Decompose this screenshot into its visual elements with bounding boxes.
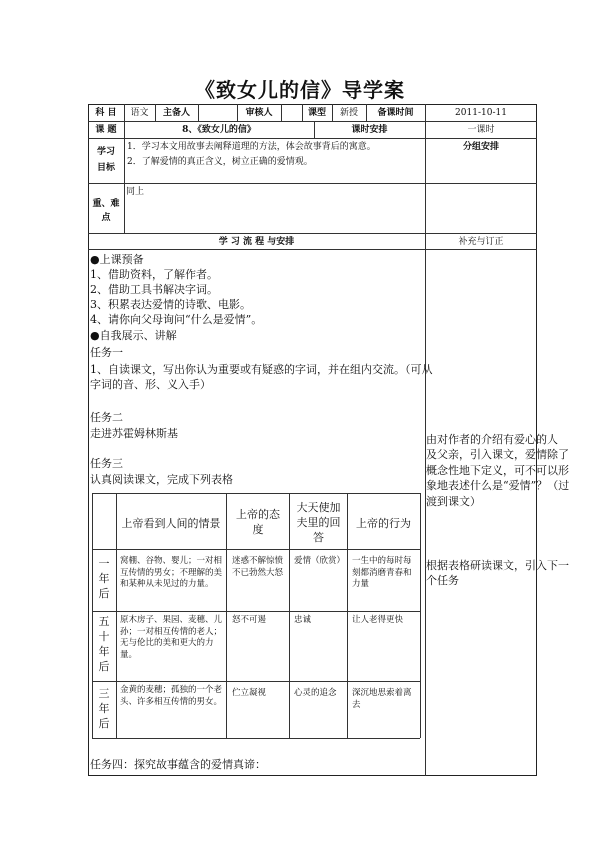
answer-cell: 忠诚 <box>294 615 312 625</box>
prep-time-value: 2011-10-11 <box>455 108 507 118</box>
document-title: 《致女儿的信》导学案 <box>195 78 405 102</box>
side-note-line: 由对作者的介绍有爱心的人 <box>426 433 558 446</box>
scene-cell: 金黄的麦穗；孤独的一个老头、许多相互传情的男女。 <box>120 685 223 707</box>
task3-title: 任务三 <box>90 457 123 470</box>
keypoints-label: 点 <box>101 213 111 223</box>
period-char: 后 <box>98 587 110 600</box>
action-cell: 一生中的每时每刻都消磨青春和力量 <box>352 556 412 589</box>
scene-cell: 窝棚、谷物、婴儿；一对相互传情的男女；不理解的美和某种从未见过的力量。 <box>120 556 223 589</box>
rule <box>88 233 537 234</box>
period-char: 年 <box>98 702 110 715</box>
rule <box>88 249 537 250</box>
rule <box>88 121 537 122</box>
topic-label: 课 题 <box>95 125 117 135</box>
side-note-line: 个任务 <box>426 574 459 587</box>
inner-rule <box>420 493 421 738</box>
keypoints-value: 同上 <box>126 187 145 197</box>
inner-rule <box>289 493 290 738</box>
prep-time-label: 备课时间 <box>377 108 414 118</box>
group-label: 分组安排 <box>462 142 499 152</box>
answer-cell: 爱情（欣赏） <box>294 556 346 566</box>
goal-item: 1．学习本文用故事去阐释道理的方法，体会故事背后的寓意。 <box>127 142 376 152</box>
schedule-label: 课时安排 <box>351 125 388 135</box>
period-char: 一 <box>98 557 110 570</box>
side-note-line: 及父亲，引入课文，爱情除了 <box>426 448 569 461</box>
keypoints-label: 重、难 <box>92 199 120 209</box>
process-header: 学 习 流 程 与安排 <box>218 237 295 247</box>
process-line: 4、请你向父母询问“什么是爱情”。 <box>90 313 263 326</box>
process-line: 任务一 <box>90 346 123 359</box>
reviewer-label: 审核人 <box>245 108 273 118</box>
process-line: ●上课预备 <box>90 253 144 266</box>
inner-rule <box>92 549 420 550</box>
period-char: 后 <box>98 660 110 673</box>
inner-rule <box>92 493 420 494</box>
side-note-line: 根据表格研读课文，引入下一 <box>426 559 569 572</box>
rule <box>198 104 199 121</box>
topic-value: 8、《致女儿的信》 <box>182 125 256 135</box>
attitude-cell: 怒不可遏 <box>232 615 267 625</box>
subject-label: 科 目 <box>95 108 117 118</box>
subject-value: 语文 <box>130 108 149 118</box>
rule <box>281 104 282 121</box>
process-line: 1、借助资料，了解作者。 <box>90 268 218 281</box>
task2-title: 任务二 <box>90 411 123 424</box>
attitude-cell: 迷惑不解惊愤不已勃然大怒 <box>232 556 284 578</box>
side-note-line: 象地表述什么是“爱情”？（过 <box>426 479 570 492</box>
inner-rule <box>92 738 420 739</box>
process-line: 字词的音、形、义入手） <box>90 378 211 391</box>
inner-rule <box>92 681 420 682</box>
scene-cell: 原木房子、果园、麦穗、儿孙；一对相互传情的老人；无与伦比的美和更大的力量。 <box>120 615 223 660</box>
process-line: ●自我展示、讲解 <box>90 329 177 342</box>
period-char: 五 <box>98 615 110 628</box>
lesson-type-label: 课型 <box>307 108 326 118</box>
answer-cell: 心灵的追念 <box>294 688 337 698</box>
inner-header: 大天使加夫里的回答 <box>296 501 341 544</box>
rule <box>88 183 537 184</box>
period-char: 十 <box>98 630 110 643</box>
goal-item: 2．了解爱情的真正含义，树立正确的爱情观。 <box>127 157 313 167</box>
schedule-value: 一课时 <box>467 125 495 135</box>
inner-header: 上帝的行为 <box>356 517 411 530</box>
period-char: 年 <box>98 572 110 585</box>
task4-text: 任务四：探究故事蕴含的爱情真谛： <box>90 758 266 771</box>
side-note-line: 渡到课文） <box>426 495 481 508</box>
inner-rule <box>226 493 227 738</box>
task2-text: 走进苏霍姆林斯基 <box>90 427 178 440</box>
rule <box>88 138 537 139</box>
process-line: 1、自读课文，写出你认为重要或有疑惑的字词，并在组内交流。（可从 <box>90 363 433 376</box>
period-char: 三 <box>98 687 110 700</box>
side-header: 补充与订正 <box>458 237 504 247</box>
task3-text: 认真阅读课文，完成下列表格 <box>90 473 233 486</box>
process-line: 3、积累表达爱情的诗歌、电影。 <box>90 298 251 311</box>
goals-label: 学习 <box>96 147 115 157</box>
lesson-type-value: 新授 <box>339 108 358 118</box>
attitude-cell: 伫立凝视 <box>232 688 267 698</box>
goals-label: 目标 <box>96 163 115 173</box>
inner-rule <box>92 611 420 612</box>
period-char: 年 <box>98 645 110 658</box>
period-char: 后 <box>98 717 110 730</box>
process-line: 2、借助工具书解决字词。 <box>90 283 218 296</box>
inner-header: 上帝看到人间的情景 <box>121 517 221 530</box>
action-cell: 让人老得更快 <box>352 615 404 625</box>
action-cell: 深沉地思索着离去 <box>352 688 412 710</box>
inner-header: 上帝的态度 <box>236 508 280 536</box>
side-note-line: 概念性地下定义，可不可以形 <box>426 464 569 477</box>
preparer-label: 主备人 <box>162 108 190 118</box>
